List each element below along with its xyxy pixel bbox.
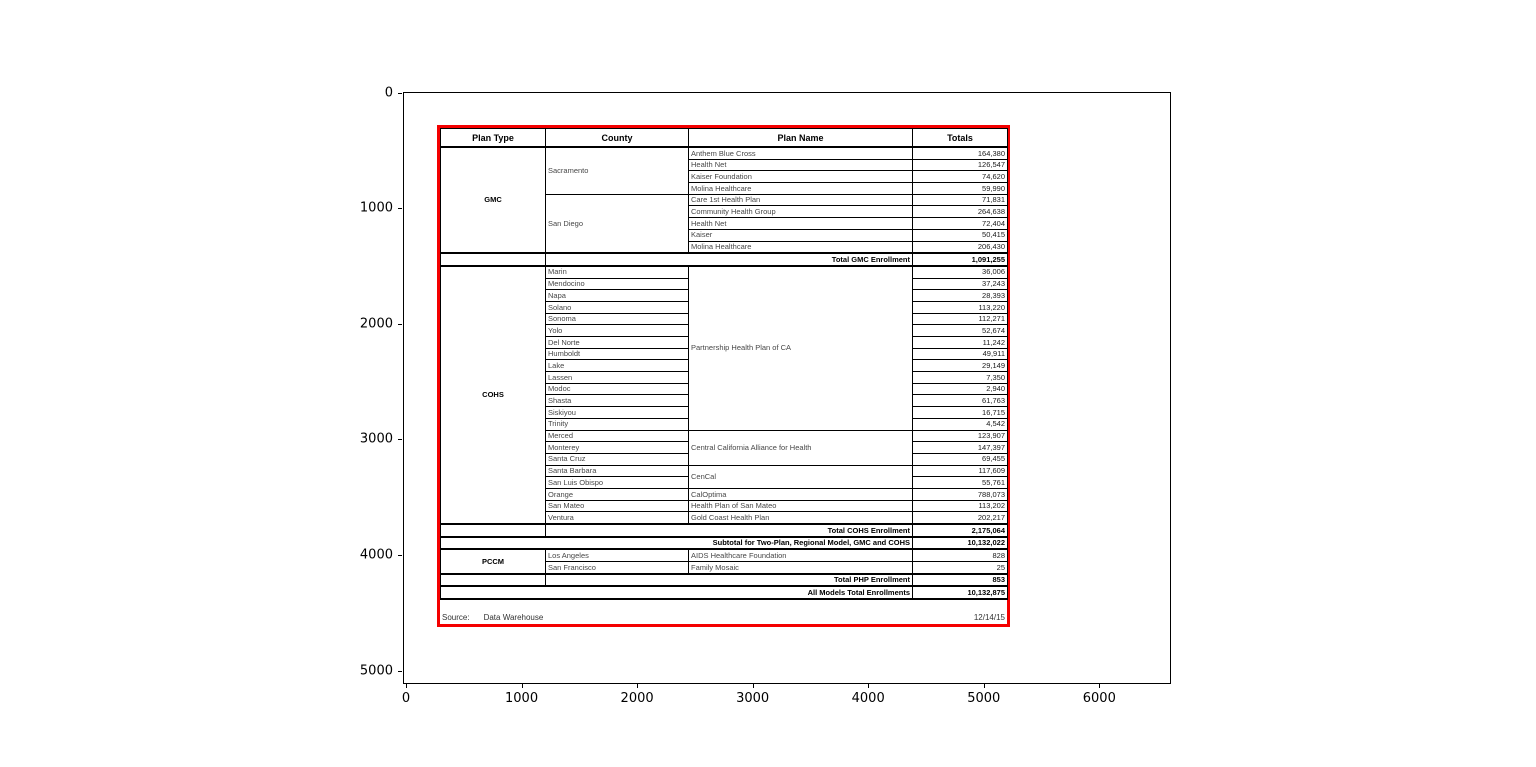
cell-empty	[441, 253, 546, 266]
cell-total-value: 69,455	[913, 453, 1008, 465]
y-tick-label: 0	[384, 85, 393, 100]
cell-total-value: 28,393	[913, 290, 1008, 302]
table-row	[441, 549, 1008, 561]
x-tick-label: 6000	[1082, 691, 1116, 706]
cell-plan-name: Gold Coast Health Plan	[689, 512, 913, 524]
y-tick-mark	[398, 93, 402, 94]
cell-total-value: 61,763	[913, 395, 1008, 407]
cell-total-value: 2,175,064	[913, 524, 1008, 537]
cell-plan-name: CalOptima	[689, 488, 913, 500]
y-tick-mark	[398, 671, 402, 672]
cell-total-value: 72,404	[913, 218, 1008, 230]
table-row	[441, 574, 1008, 587]
cell-total-value: 49,911	[913, 348, 1008, 360]
cell-county: Humboldt	[546, 348, 689, 360]
cell-total-value: 113,202	[913, 500, 1008, 512]
cell-county: Trinity	[546, 418, 689, 430]
cell-total-value: 25	[913, 562, 1008, 574]
cell-total-value: 112,271	[913, 313, 1008, 325]
cell-total-value: 29,149	[913, 360, 1008, 372]
cell-total-value: 117,609	[913, 465, 1008, 477]
cell-total-value: 113,220	[913, 301, 1008, 313]
cell-total-value: 10,132,022	[913, 537, 1008, 550]
cell-total-value: 164,380	[913, 147, 1008, 159]
cell-county: Los Angeles	[546, 549, 689, 561]
cell-plan-name: Partnership Health Plan of CA	[689, 266, 913, 430]
x-tick-label: 5000	[967, 691, 1001, 706]
cell-county: Santa Barbara	[546, 465, 689, 477]
cell-plan-name: CenCal	[689, 465, 913, 488]
cell-county: Shasta	[546, 395, 689, 407]
cell-total-value: 52,674	[913, 325, 1008, 337]
cell-total-value: 16,715	[913, 407, 1008, 419]
cell-total-value: 59,990	[913, 183, 1008, 195]
table-header-row	[441, 129, 1008, 148]
y-tick-mark	[398, 439, 402, 440]
source-label: Source:	[442, 613, 470, 623]
report-date: 12/14/15	[973, 613, 1005, 623]
cell-county: Napa	[546, 290, 689, 302]
cell-total-label: Total GMC Enrollment	[546, 253, 913, 266]
cell-total-value: 2,940	[913, 383, 1008, 395]
cell-total-value: 147,397	[913, 442, 1008, 454]
x-tick-label: 0	[401, 691, 411, 706]
cell-county: Merced	[546, 430, 689, 442]
y-tick-label: 5000	[359, 663, 393, 678]
cell-county: Orange	[546, 488, 689, 500]
table-row	[441, 537, 1008, 550]
cell-total-value: 10,132,875	[913, 586, 1008, 599]
cell-total-value: 37,243	[913, 278, 1008, 290]
cell-plan-name: AIDS Healthcare Foundation	[689, 549, 913, 561]
y-tick-mark	[398, 324, 402, 325]
cell-empty	[441, 524, 546, 537]
x-tick-label: 1000	[505, 691, 539, 706]
cell-plan-name: Anthem Blue Cross	[689, 147, 913, 159]
cell-total-value: 123,907	[913, 430, 1008, 442]
table-row	[441, 266, 1008, 278]
cell-plan-name: Care 1st Health Plan	[689, 194, 913, 206]
cell-plan-name: Central California Alliance for Health	[689, 430, 913, 465]
cell-county: Mendocino	[546, 278, 689, 290]
cell-plan-type: GMC	[441, 147, 546, 253]
cell-plan-type: PCCM	[441, 549, 546, 573]
cell-total-value: 71,831	[913, 194, 1008, 206]
cell-total-value: 788,073	[913, 488, 1008, 500]
cell-total-value: 7,350	[913, 372, 1008, 384]
cell-plan-name: Kaiser	[689, 229, 913, 241]
cell-total-value: 11,242	[913, 337, 1008, 349]
cell-county: San Luis Obispo	[546, 477, 689, 489]
table-header-cell: Plan Name	[689, 129, 913, 148]
cell-county: Yolo	[546, 325, 689, 337]
table-row	[441, 147, 1008, 159]
cell-county: Sacramento	[546, 147, 689, 194]
table-row	[441, 586, 1008, 599]
cell-plan-name: Family Mosaic	[689, 562, 913, 574]
y-tick-mark	[398, 208, 402, 209]
x-tick-mark	[1099, 684, 1100, 688]
cell-plan-name: Health Net	[689, 218, 913, 230]
y-tick-label: 4000	[359, 547, 393, 563]
cell-county: San Mateo	[546, 500, 689, 512]
cell-total-value: 853	[913, 574, 1008, 587]
cell-plan-name: Kaiser Foundation	[689, 171, 913, 183]
cell-plan-type: COHS	[441, 266, 546, 524]
x-tick-label: 3000	[736, 691, 770, 706]
cell-total-label: Subtotal for Two-Plan, Regional Model, GMC and COHS	[441, 537, 913, 550]
cell-county: Lake	[546, 360, 689, 372]
cell-county: Sonoma	[546, 313, 689, 325]
table-header-cell: Plan Type	[441, 129, 546, 148]
table-header-cell: County	[546, 129, 689, 148]
cell-county: Del Norte	[546, 337, 689, 349]
cell-total-value: 1,091,255	[913, 253, 1008, 266]
cell-county: Marin	[546, 266, 689, 278]
x-tick-mark	[984, 684, 985, 688]
source-value: Data Warehouse	[483, 613, 544, 623]
cell-total-value: 4,542	[913, 418, 1008, 430]
table-header-cell: Totals	[913, 129, 1008, 148]
cell-plan-name: Community Health Group	[689, 206, 913, 218]
y-tick-label: 2000	[359, 316, 393, 332]
cell-plan-name: Molina Healthcare	[689, 241, 913, 253]
cell-total-value: 50,415	[913, 229, 1008, 241]
enrollment-table-image	[437, 125, 1010, 627]
cell-total-label: Total COHS Enrollment	[546, 524, 913, 537]
cell-plan-name: Health Net	[689, 159, 913, 171]
cell-county: Siskiyou	[546, 407, 689, 419]
cell-total-value: 264,638	[913, 206, 1008, 218]
cell-total-value: 36,006	[913, 266, 1008, 278]
table-body	[441, 147, 1008, 599]
table-row	[441, 253, 1008, 266]
y-tick-label: 1000	[359, 200, 393, 216]
cell-county: San Diego	[546, 194, 689, 253]
y-tick-mark	[398, 555, 402, 556]
table-row	[441, 524, 1008, 537]
cell-total-label: All Models Total Enrollments	[441, 586, 913, 599]
cell-total-value: 74,620	[913, 171, 1008, 183]
cell-total-value: 202,217	[913, 512, 1008, 524]
x-tick-label: 2000	[620, 691, 654, 706]
cell-county: San Francisco	[546, 562, 689, 574]
x-tick-mark	[753, 684, 754, 688]
cell-county: Modoc	[546, 383, 689, 395]
cell-total-value: 828	[913, 549, 1008, 561]
y-tick-label: 3000	[359, 431, 393, 447]
cell-county: Ventura	[546, 512, 689, 524]
cell-total-value: 55,761	[913, 477, 1008, 489]
cell-total-value: 126,547	[913, 159, 1008, 171]
cell-plan-name: Health Plan of San Mateo	[689, 500, 913, 512]
x-tick-mark	[522, 684, 523, 688]
enrollment-table	[440, 128, 1008, 600]
x-tick-mark	[637, 684, 638, 688]
cell-county: Solano	[546, 301, 689, 313]
cell-county: Lassen	[546, 372, 689, 384]
cell-county: Santa Cruz	[546, 453, 689, 465]
x-tick-label: 4000	[851, 691, 885, 706]
cell-empty	[441, 574, 546, 587]
cell-total-label: Total PHP Enrollment	[546, 574, 913, 587]
cell-plan-name: Molina Healthcare	[689, 183, 913, 195]
x-tick-mark	[868, 684, 869, 688]
cell-total-value: 206,430	[913, 241, 1008, 253]
cell-county: Monterey	[546, 442, 689, 454]
x-tick-mark	[406, 684, 407, 688]
table-footer	[440, 600, 1007, 624]
